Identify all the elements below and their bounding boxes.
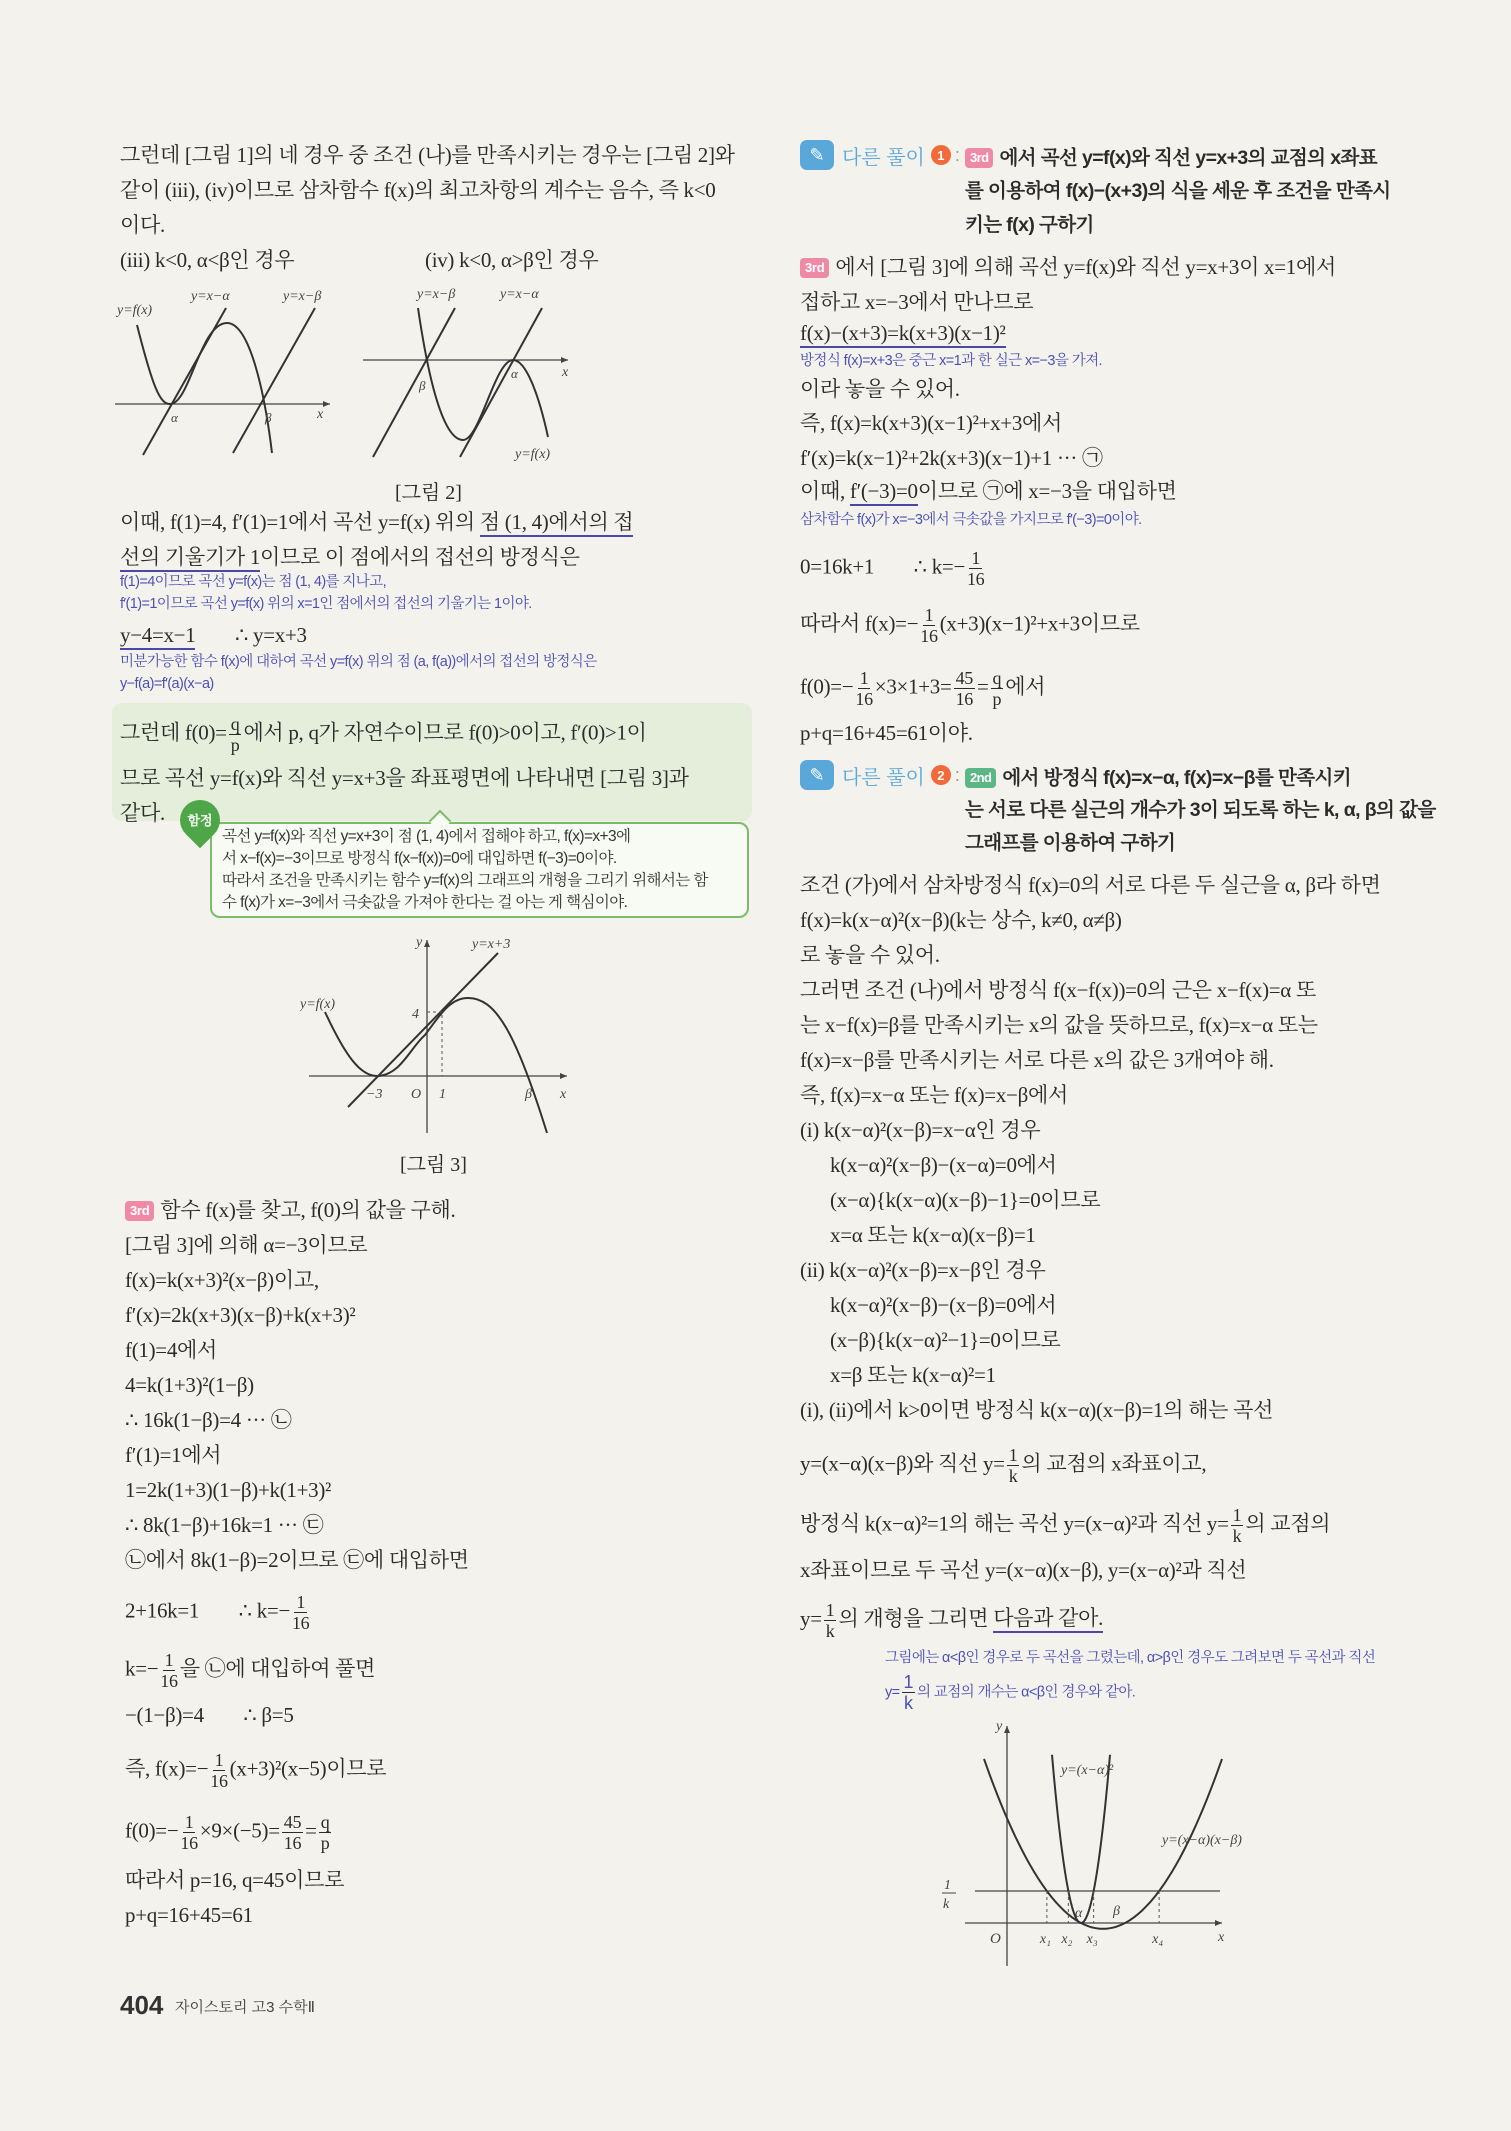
axis-arrow xyxy=(323,401,330,407)
text-segment: 므로 곡선 y=f(x)와 직선 y=x+3을 좌표평면에 나타내면 [그림 3]과 xyxy=(120,766,689,790)
text-line xyxy=(120,507,633,537)
text-line xyxy=(800,548,986,589)
denominator: k xyxy=(1008,1466,1018,1486)
text-segment: 그런데 [그림 1]의 네 경우 중 조건 (나)를 만족시키는 경우는 [그림 2]와 xyxy=(120,143,735,167)
text-line xyxy=(830,1360,996,1390)
text-segment: 그런데 f(0)= xyxy=(120,720,227,745)
curve-square xyxy=(1052,1755,1110,1923)
text-line xyxy=(800,1115,1040,1145)
text-line xyxy=(425,245,598,275)
axis-arrow xyxy=(561,357,568,363)
annotation-note xyxy=(885,1648,1375,1668)
text-segment: x=α 또는 k(x−α)(x−β)=1 xyxy=(830,1223,1036,1247)
label-beta: β xyxy=(419,378,426,393)
denominator: 16 xyxy=(855,689,873,709)
numerator: q xyxy=(992,668,1002,688)
underlined-text: 선의 기울기가 1 xyxy=(120,545,260,572)
y-axis-arrow xyxy=(424,940,430,947)
text-segment: 1=2k(1+3)(1−β)+k(1+3)² xyxy=(125,1478,332,1502)
denominator: p xyxy=(992,689,1002,709)
page-number: 404 xyxy=(120,1990,164,2020)
label-line: y=x+3 xyxy=(472,937,511,952)
text-line xyxy=(125,1265,319,1295)
text-segment: k(x−α)²(x−β)−(x−β)=0에서 xyxy=(830,1293,1057,1317)
label-f: y=f(x) xyxy=(515,447,551,462)
text-line xyxy=(830,1220,1036,1250)
fraction xyxy=(991,668,1004,709)
text-segment: 을 ㉡에 대입하여 풀면 xyxy=(179,1656,376,1681)
text-segment: = xyxy=(305,1818,317,1843)
text-line xyxy=(800,1600,1103,1641)
numerator: 1 xyxy=(971,548,981,568)
numerator: 1 xyxy=(164,1650,174,1670)
text-segment: f′(1)=1이므로 곡선 y=f(x) 위의 x=1인 점에서의 접선의 기울기는 1이야. xyxy=(120,596,532,612)
fraction xyxy=(319,1812,332,1853)
label-x: x xyxy=(560,1087,567,1102)
text-line xyxy=(800,374,960,404)
label-four: 4 xyxy=(412,1007,419,1022)
text-segment: 따라서 f(x)=− xyxy=(800,611,919,636)
fraction xyxy=(1231,1505,1244,1546)
text-line xyxy=(800,318,1006,348)
step-badge-3rd: 3rd xyxy=(965,148,993,168)
text-segment: 는 x−f(x)=β를 만족시키는 x의 값을 뜻하므로, f(x)=x−α 또는 xyxy=(800,1013,1318,1037)
fraction xyxy=(180,1812,197,1853)
label-x: x xyxy=(317,407,324,422)
alt1-heading-line xyxy=(965,143,1377,173)
label-x3: x₃ xyxy=(1086,1932,1098,1947)
text-line xyxy=(120,140,735,170)
text-segment: 에서 p, q가 자연수이므로 f(0)>0이고, f′(0)>1이 xyxy=(243,720,647,745)
text-segment: 0=16k+1 ∴ k=− xyxy=(800,554,965,579)
text-segment: ×9×(−5)= xyxy=(199,1818,280,1843)
heading-text: 에서 방정식 f(x)=x−α, f(x)=x−β를 만족시키 xyxy=(1002,767,1351,789)
text-line xyxy=(125,1900,253,1930)
text-line xyxy=(120,210,165,240)
figure3-caption: [그림 3] xyxy=(400,1154,467,1176)
text-segment: 즉, f(x)=− xyxy=(125,1756,209,1781)
denominator: 16 xyxy=(180,1833,198,1853)
numerator: q xyxy=(320,1812,330,1832)
label-alpha: α xyxy=(1075,1906,1083,1921)
annotation-note xyxy=(885,1672,1135,1713)
text-line xyxy=(800,287,1033,317)
curve-f xyxy=(325,998,547,1133)
alt2-heading-line: 는 서로 다른 실근의 개수가 3이 되도록 하는 k, α, β의 값을 xyxy=(965,799,1436,821)
step-badge: 3rd xyxy=(125,1201,154,1221)
numerator: 1 xyxy=(924,605,934,625)
label-f: y=f(x) xyxy=(117,303,153,318)
fraction xyxy=(229,714,242,755)
denominator: 16 xyxy=(291,1613,310,1633)
fraction xyxy=(160,1650,177,1691)
text-segment: 4=k(1+3)²(1−β) xyxy=(125,1373,254,1397)
text-segment: x좌표이므로 두 곡선 y=(x−α)(x−β), y=(x−α)²과 직선 xyxy=(800,1558,1247,1582)
text-segment: f′(x)=k(x−1)²+2k(x+3)(x−1)+1 ··· ㉠ xyxy=(800,446,1103,470)
annotation-note xyxy=(120,594,532,614)
numerator: 1 xyxy=(184,1812,194,1832)
text-segment: f′(x)=2k(x+3)(x−β)+k(x+3)² xyxy=(125,1303,356,1327)
denominator: 16 xyxy=(210,1771,228,1791)
text-line xyxy=(120,620,307,650)
step-badge: 3rd xyxy=(800,258,829,278)
text-line xyxy=(120,542,580,572)
text-line xyxy=(800,668,1045,709)
denominator: p xyxy=(320,1833,330,1853)
trap-label: 함정 xyxy=(187,813,213,828)
fraction xyxy=(824,1600,837,1641)
text-segment: 로 놓을 수 있어. xyxy=(800,943,940,967)
alt2-heading-line: 그래프를 이용하여 구하기 xyxy=(965,832,1176,854)
text-line xyxy=(800,252,1336,282)
text-segment: 에서 xyxy=(1005,674,1046,699)
label-y: y xyxy=(416,935,423,950)
line-x-minus-alpha xyxy=(143,308,226,455)
text-line xyxy=(800,905,1122,935)
text-segment: 에서 [그림 3]에 의해 곡선 y=f(x)와 직선 y=x+3이 x=1에서 xyxy=(835,255,1336,279)
text-segment: p+q=16+45=61 xyxy=(125,1903,253,1927)
text-segment: 그림에는 α<β인 경우로 두 곡선을 그렸는데, α>β인 경우도 그려보면 두 곡선과 직선 xyxy=(885,1650,1376,1666)
figure2-case-iv xyxy=(355,280,685,470)
label-alpha: α xyxy=(511,366,518,381)
label-x: x xyxy=(1218,1930,1225,1945)
colon: : xyxy=(954,144,960,165)
text-segment: f(0)=− xyxy=(125,1818,179,1843)
text-line xyxy=(120,245,294,275)
text-segment: 따라서 조건을 만족시키는 함수 y=f(x)의 그래프의 개형을 그리기 위해서는 함 xyxy=(222,872,708,889)
text-segment: 즉, f(x)=k(x+3)(x−1)²+x+3에서 xyxy=(800,411,1063,435)
annotation-note xyxy=(800,510,1142,530)
denominator: 16 xyxy=(955,689,973,709)
figure2-case-iii xyxy=(115,280,355,470)
text-line xyxy=(125,1230,367,1260)
fraction xyxy=(292,1592,309,1633)
figure2-caption: [그림 2] xyxy=(395,482,462,504)
text-line xyxy=(125,1650,375,1691)
numerator: 1 xyxy=(1232,1505,1242,1525)
text-segment: 즉, f(x)=x−α 또는 f(x)=x−β에서 xyxy=(800,1083,1068,1107)
text-line xyxy=(800,476,1177,506)
text-segment: ㉡에서 8k(1−β)=2이므로 ㉢에 대입하면 xyxy=(125,1548,469,1572)
text-line xyxy=(800,443,1103,473)
text-segment: 미분가능한 함수 f(x)에 대하여 곡선 y=f(x) 위의 점 (a, f(a))에서의 접선의 방정식은 xyxy=(120,654,597,670)
text-segment: f′(1)=1에서 xyxy=(125,1443,222,1467)
text-line xyxy=(800,1395,1273,1425)
text-line xyxy=(830,1325,1061,1355)
underlined-text: y−4=x−1 xyxy=(120,623,195,650)
label-square: y=(x−α)² xyxy=(1061,1763,1114,1778)
text-segment: = xyxy=(976,674,989,699)
alt-solution-icon: ✎ xyxy=(800,760,834,790)
text-line xyxy=(125,1750,386,1791)
line-x-minus-alpha xyxy=(460,308,542,457)
label-line2: y=x−β xyxy=(283,289,322,304)
underlined-text: f′(−3)=0 xyxy=(850,479,918,506)
text-segment: ×3×1+3= xyxy=(874,674,952,699)
underlined-text: 점 (1, 4)에서의 접 xyxy=(480,510,634,537)
text-segment: 이때, f(1)=4, f′(1)=1에서 곡선 y=f(x) 위의 xyxy=(120,510,480,534)
alt-solution-icon: ✎ xyxy=(800,140,834,170)
numerator: q xyxy=(230,714,240,734)
alt1-heading-line: 를 이용하여 f(x)−(x+3)의 식을 세운 후 조건을 만족시 xyxy=(965,180,1391,202)
colon: : xyxy=(954,764,960,785)
callout-text-line xyxy=(222,826,630,848)
text-segment: (iv) k<0, α>β인 경우 xyxy=(425,248,599,272)
text-segment: 수 f(x)가 x=−3에서 극솟값을 가져야 한다는 걸 아는 게 핵심이야. xyxy=(222,894,628,911)
text-segment: f(x)=k(x−α)²(x−β)(k는 상수, k≠0, α≠β) xyxy=(800,908,1122,932)
fraction xyxy=(210,1750,227,1791)
label-alpha: α xyxy=(171,410,178,425)
denominator: k xyxy=(904,1693,913,1713)
label-inv-num: 1 xyxy=(944,1878,951,1893)
denominator: k xyxy=(825,1621,835,1641)
text-segment: 조건 (가)에서 삼차방정식 f(x)=0의 서로 다른 두 실근을 α, β라 하면 xyxy=(800,873,1381,897)
numerator: 1 xyxy=(825,1600,835,1620)
text-line xyxy=(125,1475,331,1505)
text-segment: p+q=16+45=61이야. xyxy=(800,721,973,745)
text-line xyxy=(125,1592,311,1633)
fraction xyxy=(967,548,984,589)
text-segment: f(x)=x−β를 만족시키는 서로 다른 x의 값은 3개여야 해. xyxy=(800,1048,1274,1072)
label-one: 1 xyxy=(439,1087,446,1102)
text-segment: k=− xyxy=(125,1656,159,1681)
text-segment: ∴ 8k(1−β)+16k=1 ··· ㉢ xyxy=(125,1513,324,1537)
label-inv-den: k xyxy=(943,1897,950,1912)
y-axis-arrow xyxy=(1004,1726,1010,1733)
callout-text-line xyxy=(222,892,627,914)
text-line xyxy=(125,1300,355,1330)
underlined-text: f(x)−(x+3)=k(x+3)(x−1)² xyxy=(800,321,1006,348)
line-x-minus-beta xyxy=(373,308,455,457)
x-axis-arrow xyxy=(1215,1920,1222,1926)
label-origin: O xyxy=(990,1931,1001,1947)
label-origin: O xyxy=(411,1087,422,1102)
text-line xyxy=(120,714,647,755)
parabola-figure xyxy=(930,1714,1260,1974)
text-segment: 이다. xyxy=(120,213,165,237)
text-segment: (x+3)²(x−5)이므로 xyxy=(229,1756,387,1781)
label-x2: x₂ xyxy=(1061,1932,1073,1947)
text-segment: 의 개형을 그리면 xyxy=(838,1606,994,1631)
text-line xyxy=(800,870,1381,900)
fraction xyxy=(282,1812,303,1853)
tangent-line xyxy=(348,953,498,1107)
alt-solution-label: 다른 풀이 xyxy=(842,146,925,169)
text-line xyxy=(800,718,973,748)
text-line xyxy=(800,1505,1330,1546)
alt-solution-1-header xyxy=(800,140,960,170)
text-line xyxy=(125,1335,217,1365)
text-line xyxy=(800,1255,1046,1285)
text-segment: 이라 놓을 수 있어. xyxy=(800,377,960,401)
annotation-note xyxy=(120,572,386,592)
numerator: 1 xyxy=(859,668,869,688)
fraction xyxy=(855,668,872,709)
text-segment: 이때, xyxy=(800,479,850,503)
annotation-note xyxy=(120,674,214,694)
denominator: 16 xyxy=(966,569,985,589)
label-beta: β xyxy=(1113,1904,1120,1919)
text-line xyxy=(120,798,165,828)
text-segment: y= xyxy=(800,1606,822,1631)
numerator: 45 xyxy=(283,1812,302,1832)
text-segment: 삼차함수 f(x)가 x=−3에서 극솟값을 가지므로 f′(−3)=0이야. xyxy=(800,512,1142,528)
text-segment: (iii) k<0, α<β인 경우 xyxy=(120,248,295,272)
text-segment: ∴ y=x+3 xyxy=(195,623,307,647)
label-beta: β xyxy=(265,410,272,425)
book-title: 자이스토리 고3 수학Ⅱ xyxy=(175,1999,315,2016)
label-f: y=f(x) xyxy=(300,997,336,1012)
text-line xyxy=(830,1290,1056,1320)
text-segment: 의 교점의 xyxy=(1245,1511,1331,1536)
alt-solution-label: 다른 풀이 xyxy=(842,766,925,789)
text-line xyxy=(125,1195,455,1225)
text-line xyxy=(125,1370,254,1400)
text-segment: 함수 f(x)를 찾고, f(0)의 값을 구해. xyxy=(160,1198,456,1222)
text-segment: f(x)=k(x+3)²(x−β)이고, xyxy=(125,1268,319,1292)
text-line xyxy=(125,1545,469,1575)
label-product: y=(x−α)(x−β) xyxy=(1162,1833,1242,1848)
label-minus-three: −3 xyxy=(366,1087,383,1102)
text-segment: x=β 또는 k(x−α)²=1 xyxy=(830,1363,996,1387)
text-segment: (x−α){k(x−α)(x−β)−1}=0이므로 xyxy=(830,1188,1101,1212)
text-segment: 이므로 ㉠에 x=−3을 대입하면 xyxy=(917,479,1177,503)
text-line xyxy=(125,1700,294,1730)
heading-text: 에서 곡선 y=f(x)와 직선 y=x+3의 교점의 x좌표 xyxy=(999,147,1377,169)
text-line xyxy=(800,408,1062,438)
text-segment: f(1)=4에서 xyxy=(125,1338,217,1362)
denominator: k xyxy=(1232,1526,1242,1546)
alt2-heading-line xyxy=(965,763,1351,793)
annotation-note xyxy=(800,351,1102,371)
text-segment: f(1)=4이므로 곡선 y=f(x)는 점 (1, 4)를 지나고, xyxy=(120,574,387,590)
text-segment: 접하고 x=−3에서 만나므로 xyxy=(800,290,1034,314)
numerator: 1 xyxy=(1008,1445,1018,1465)
text-segment: 서 x−f(x)=−3이므로 방정식 f(x−f(x))=0에 대입하면 f(−3)=0이야. xyxy=(222,850,617,867)
denominator: p xyxy=(230,735,240,755)
text-segment: y= xyxy=(885,1684,900,1701)
annotation-note xyxy=(120,652,597,672)
x-axis-arrow xyxy=(560,1073,567,1079)
text-line xyxy=(800,1445,1206,1486)
text-line xyxy=(800,1010,1318,1040)
text-segment: f(0)=− xyxy=(800,674,854,699)
text-segment: 의 교점의 개수는 α<β인 경우와 같아. xyxy=(916,1684,1136,1701)
denominator: 16 xyxy=(920,626,938,646)
alt-solution-2-header xyxy=(800,760,960,790)
label-y: y xyxy=(996,1719,1003,1734)
text-line xyxy=(125,1812,333,1853)
text-segment: ∴ 16k(1−β)=4 ··· ㉡ xyxy=(125,1408,292,1432)
text-line xyxy=(830,1185,1100,1215)
text-segment: [그림 3]에 의해 α=−3이므로 xyxy=(125,1233,368,1257)
text-segment: 이므로 이 점에서의 접선의 방정식은 xyxy=(260,545,580,569)
text-segment: (x+3)(x−1)²+x+3이므로 xyxy=(939,611,1140,636)
figure3-graph xyxy=(300,930,600,1145)
text-segment: 같다. xyxy=(120,801,165,825)
text-line xyxy=(800,975,1316,1005)
text-segment: −(1−β)=4 ∴ β=5 xyxy=(125,1703,294,1727)
alt1-heading-line: 키는 f(x) 구하기 xyxy=(965,214,1094,236)
text-line xyxy=(800,940,940,970)
fraction xyxy=(1007,1445,1020,1486)
numerator: 45 xyxy=(955,668,973,688)
text-segment: k(x−α)²(x−β)−(x−α)=0에서 xyxy=(830,1153,1057,1177)
text-segment: (i), (ii)에서 k>0이면 방정식 k(x−α)(x−β)=1의 해는 곡선 xyxy=(800,1398,1274,1422)
curve-f xyxy=(137,323,272,453)
text-line xyxy=(830,1150,1057,1180)
callout-text-line xyxy=(222,848,617,870)
underlined-text: 다음과 같아. xyxy=(993,1606,1103,1633)
text-segment: (i) k(x−α)²(x−β)=x−α인 경우 xyxy=(800,1118,1041,1142)
step-badge-2nd: 2nd xyxy=(965,768,996,788)
label-line1: y=x−β xyxy=(417,287,456,302)
fraction xyxy=(920,605,937,646)
denominator: 16 xyxy=(160,1671,178,1691)
fraction xyxy=(902,1672,915,1713)
text-segment: 그러면 조건 (나)에서 방정식 f(x−f(x))=0의 근은 x−f(x)=α 또 xyxy=(800,978,1316,1002)
text-line xyxy=(125,1865,344,1895)
callout-text-line xyxy=(222,870,708,892)
label-x: x xyxy=(562,365,569,380)
text-line xyxy=(800,1080,1068,1110)
text-segment: 같이 (iii), (iv)이므로 삼차함수 f(x)의 최고차항의 계수는 음수, 즉 k<0 xyxy=(120,178,716,202)
text-line xyxy=(800,1045,1274,1075)
text-segment: 방정식 k(x−α)²=1의 해는 곡선 y=(x−α)²과 직선 y= xyxy=(800,1511,1229,1536)
text-line xyxy=(120,175,716,205)
denominator: 16 xyxy=(283,1833,302,1853)
alt-solution-number: 2 xyxy=(931,765,951,785)
text-line xyxy=(125,1405,292,1435)
line-x-minus-beta xyxy=(233,308,315,453)
text-segment: (ii) k(x−α)²(x−β)=x−β인 경우 xyxy=(800,1258,1046,1282)
numerator: 1 xyxy=(214,1750,224,1770)
text-line xyxy=(800,605,1140,646)
fraction xyxy=(954,668,975,709)
curve-f xyxy=(418,308,548,440)
label-line1: y=x−α xyxy=(191,289,230,304)
alt-solution-number: 1 xyxy=(931,145,951,165)
text-segment: 곡선 y=f(x)와 직선 y=x+3이 점 (1, 4)에서 접해야 하고, f(x)=x+3에 xyxy=(222,828,631,845)
label-x1: x₁ xyxy=(1039,1932,1051,1947)
text-line xyxy=(125,1510,324,1540)
numerator: 1 xyxy=(903,1672,913,1692)
text-line xyxy=(800,1555,1246,1585)
text-segment: 2+16k=1 ∴ k=− xyxy=(125,1598,290,1623)
numerator: 1 xyxy=(296,1592,306,1612)
text-segment: y−f(a)=f′(a)(x−a) xyxy=(120,676,214,692)
text-segment: 의 교점의 x좌표이고, xyxy=(1021,1451,1207,1476)
text-line xyxy=(120,763,689,793)
text-segment: y=(x−α)(x−β)와 직선 y= xyxy=(800,1451,1005,1476)
text-segment: 방정식 f(x)=x+3은 중근 x=1과 한 실근 x=−3을 가져. xyxy=(800,353,1102,369)
label-line2: y=x−α xyxy=(500,287,539,302)
text-line xyxy=(125,1440,221,1470)
text-segment: (x−β){k(x−α)²−1}=0이므로 xyxy=(830,1328,1061,1352)
label-x4: x₄ xyxy=(1152,1932,1164,1947)
text-segment: 따라서 p=16, q=45이므로 xyxy=(125,1868,345,1892)
label-beta: β xyxy=(525,1087,532,1102)
